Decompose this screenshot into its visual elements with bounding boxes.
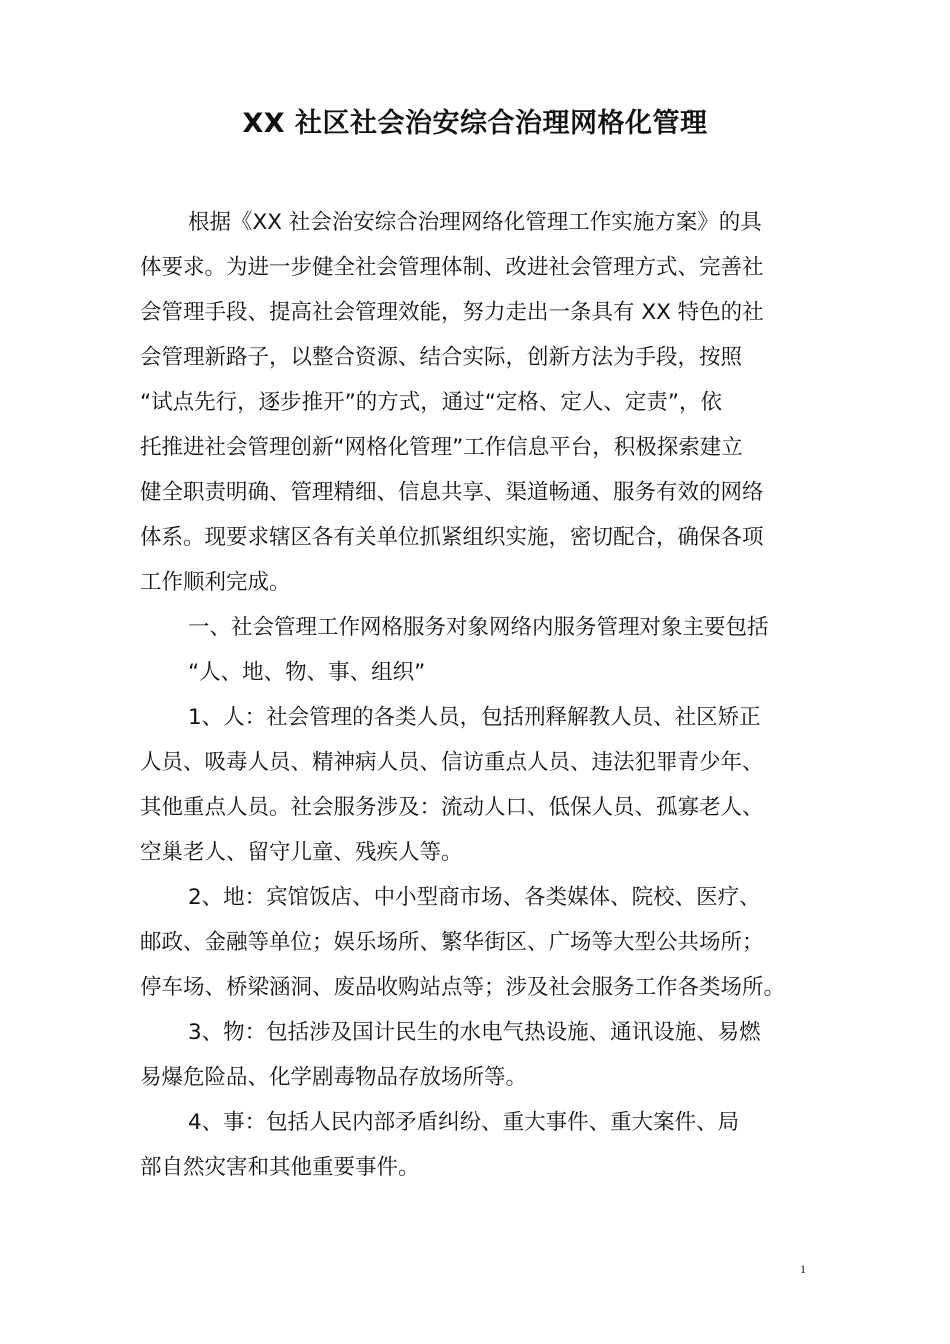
paragraph-line: 停车场、桥梁涵洞、废品收购站点等；涉及社会服务工作各类场所。 [140,975,786,1000]
paragraph-line: 会管理新路子，以整合资源、结合实际，创新方法为手段，按照 [140,345,743,370]
paragraph-line: 其他重点人员。社会服务涉及：流动人口、低保人员、孤寡老人、 [140,795,764,820]
paragraph-line: 3、物：包括涉及国计民生的水电气热设施、通讯设施、易燃 [188,1020,761,1045]
paragraph-line: 体要求。为进一步健全社会管理体制、改进社会管理方式、完善社 [140,255,764,280]
paragraph-line: “试点先行，逐步推开”的方式，通过“定格、定人、定责”，依 [140,390,723,415]
section-heading-line: 一、社会管理工作网格服务对象网络内服务管理对象主要包括 [188,615,769,640]
paragraph-line: 2、地：宾馆饭店、中小型商市场、各类媒体、院校、医疗、 [188,885,761,910]
paragraph-line: 4、事：包括人民内部矛盾纠纷、重大事件、重大案件、局 [188,1110,740,1135]
paragraph-line: 托推进社会管理创新“网格化管理”工作信息平台，积极探索建立 [140,435,743,460]
section-heading-line: “人、地、物、事、组织” [188,660,426,685]
paragraph-line: 1、人：社会管理的各类人员，包括刑释解教人员、社区矫正 [188,705,761,730]
paragraph-line: 会管理手段、提高社会管理效能，努力走出一条具有 XX 特色的社 [140,300,764,325]
paragraph-line: 健全职责明确、管理精细、信息共享、渠道畅通、服务有效的网络 [140,480,764,505]
paragraph-line: 工作顺利完成。 [140,570,291,595]
paragraph-line: 体系。现要求辖区各有关单位抓紧组织实施，密切配合，确保各项 [140,525,764,550]
paragraph-line: 根据《XX 社会治安综合治理网络化管理工作实施方案》的具 [188,210,762,235]
document-title: XX 社区社会治安综合治理网格化管理 [242,108,708,139]
paragraph-line: 空巢老人、留守儿童、残疾人等。 [140,840,463,865]
paragraph-line: 易爆危险品、化学剧毒物品存放场所等。 [140,1065,528,1090]
page-number: 1 [800,1262,806,1276]
paragraph-line: 邮政、金融等单位；娱乐场所、繁华街区、广场等大型公共场所； [140,930,764,955]
paragraph-line: 部自然灾害和其他重要事件。 [140,1155,420,1180]
paragraph-line: 人员、吸毒人员、精神病人员、信访重点人员、违法犯罪青少年、 [140,750,764,775]
